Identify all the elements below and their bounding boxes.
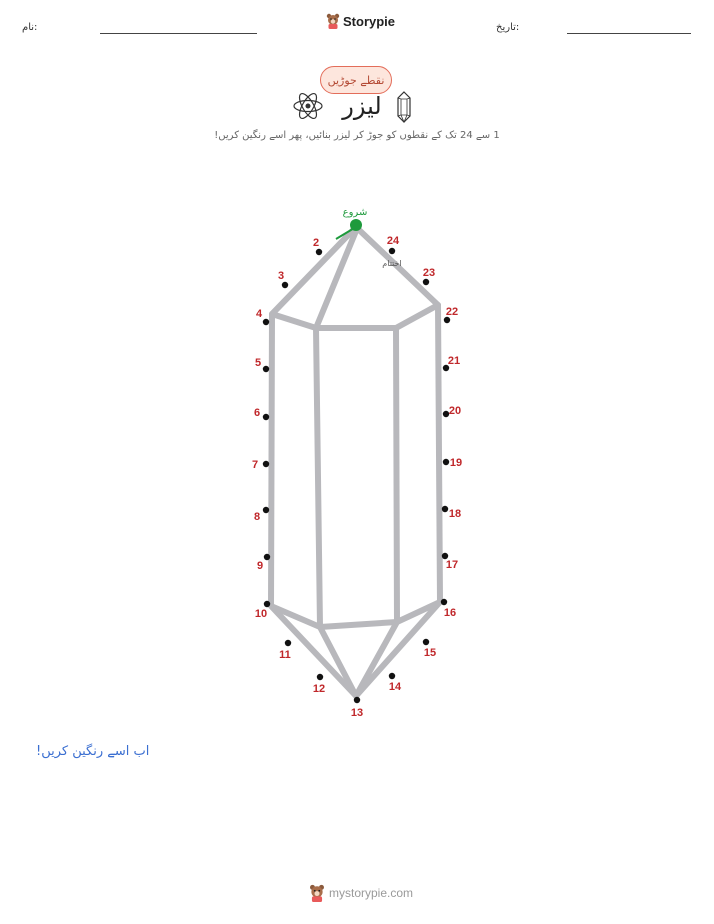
dot-number-3: 3	[277, 270, 285, 282]
puzzle-dot-5[interactable]	[263, 366, 269, 372]
dot-number-10: 10	[254, 608, 268, 620]
puzzle-dot-23[interactable]	[423, 279, 429, 285]
color-prompt: اب اسے رنگین کریں!	[36, 744, 150, 759]
dot-number-9: 9	[256, 560, 264, 572]
dot-number-15: 15	[423, 647, 437, 659]
dot-number-20: 20	[448, 405, 462, 417]
dot-number-5: 5	[254, 357, 262, 369]
puzzle-dot-8[interactable]	[263, 507, 269, 513]
footer	[309, 884, 413, 902]
puzzle-dot-9[interactable]	[264, 554, 270, 560]
puzzle-dot-6[interactable]	[263, 414, 269, 420]
puzzle-dot-11[interactable]	[285, 640, 291, 646]
dot-number-7: 7	[251, 459, 259, 471]
dot-number-23: 23	[422, 267, 436, 279]
name-label: نام:	[22, 22, 38, 33]
dot-number-11: 11	[279, 649, 291, 661]
dot-number-24: 24	[386, 235, 400, 247]
bear-footer-icon	[309, 884, 325, 902]
dot-number-18: 18	[448, 508, 462, 520]
dot-number-22: 22	[445, 306, 459, 318]
dot-number-19: 19	[449, 457, 463, 469]
puzzle-dot-13[interactable]	[354, 697, 360, 703]
instructions: 1 سے 24 تک کے نقطوں کو جوڑ کر لیزر بنائیں، پھر اسے رنگین کریں!	[214, 130, 500, 141]
dot-number-8: 8	[253, 511, 261, 523]
puzzle-dot-4[interactable]	[263, 319, 269, 325]
puzzle-dot-2[interactable]	[316, 249, 322, 255]
dot-number-21: 21	[447, 355, 461, 367]
puzzle-dot-18[interactable]	[442, 506, 448, 512]
puzzle-dot-14[interactable]	[389, 673, 395, 679]
crystal-outline	[271, 227, 440, 696]
dot-number-17: 17	[445, 559, 459, 571]
puzzle-dot-3[interactable]	[282, 282, 288, 288]
puzzle-dot-24[interactable]	[389, 248, 395, 254]
dot-number-4: 4	[255, 308, 263, 320]
date-label: تاریخ:	[496, 22, 520, 33]
dot-number-6: 6	[253, 407, 261, 419]
puzzle-dot-7[interactable]	[263, 461, 269, 467]
puzzle-dot-15[interactable]	[423, 639, 429, 645]
page-title: لیزر	[342, 92, 382, 120]
footer-url[interactable]: mystorypie.com	[329, 886, 414, 900]
start-label: شروع	[342, 207, 368, 218]
brand-name: Storypie	[343, 13, 396, 29]
puzzle-dot-19[interactable]	[443, 459, 449, 465]
dot-number-13: 13	[350, 707, 364, 719]
dot-number-14: 14	[388, 681, 402, 693]
puzzle-dot-12[interactable]	[317, 674, 323, 680]
end-label: اختتام	[382, 259, 402, 268]
puzzle-dot-10[interactable]	[264, 601, 270, 607]
activity-badge: نقطے جوڑیں	[320, 66, 392, 94]
dot-number-12: 12	[312, 683, 326, 695]
start-dot[interactable]	[350, 219, 362, 231]
puzzle-dot-16[interactable]	[441, 599, 447, 605]
dot-number-2: 2	[312, 237, 320, 249]
dot-number-16: 16	[443, 607, 457, 619]
